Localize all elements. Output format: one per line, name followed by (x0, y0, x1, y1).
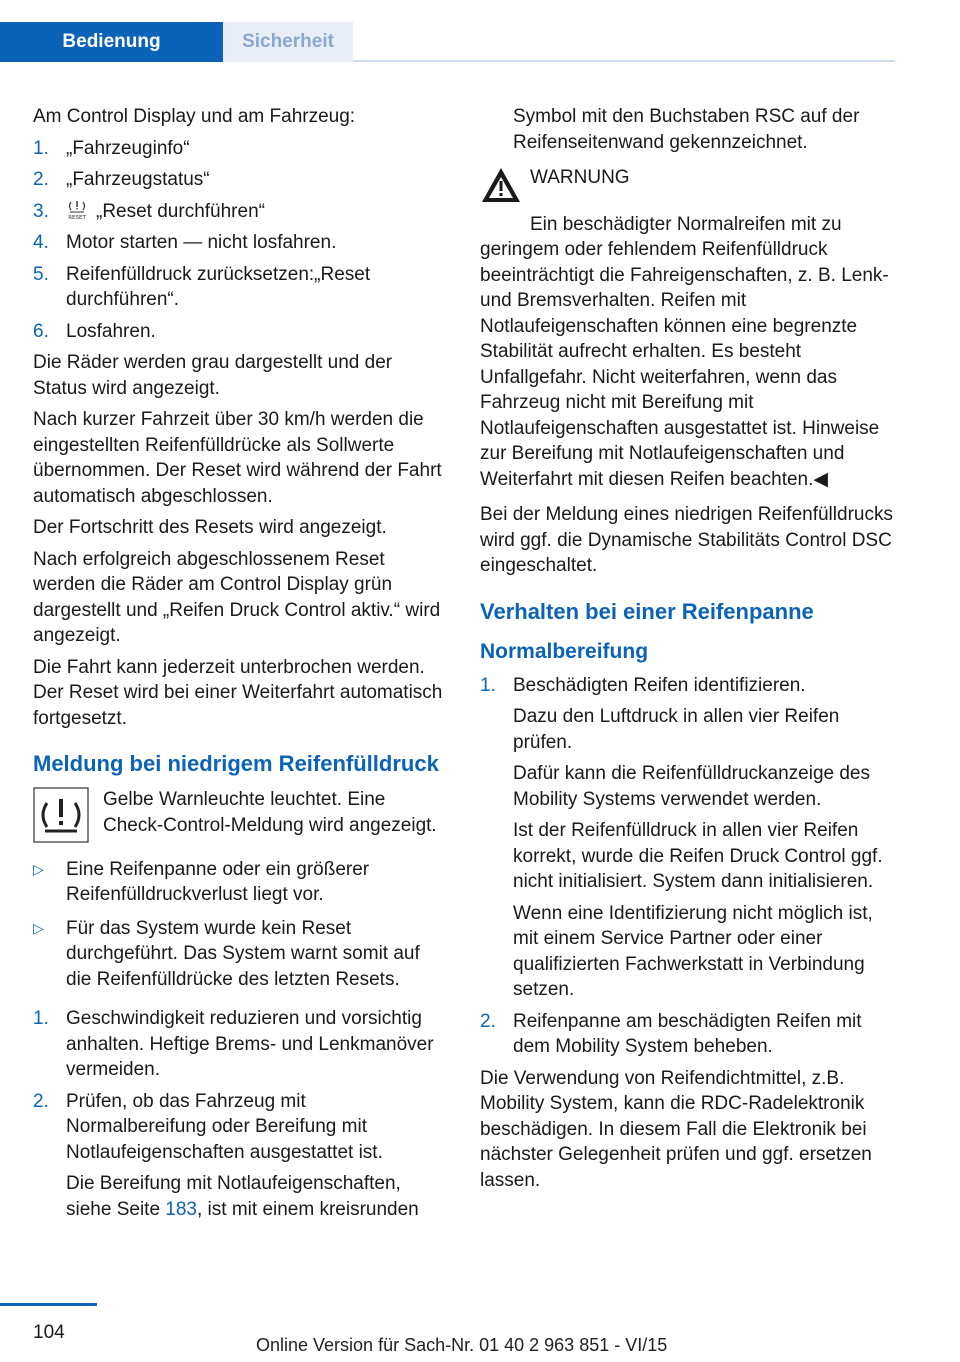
action-steps-list (33, 1006, 445, 1222)
warning-block (480, 165, 895, 492)
page-number: 104 (33, 1322, 65, 1343)
list-item: 5. Reifenfülldruck zurücksetzen:„Reset durchführen“. (33, 263, 371, 310)
chapter-tabs (0, 0, 895, 62)
paragraph: Die Verwendung von Reifendichtmittel, z.B. Mobility System, kann die RDC-Radelektronik beschädigen. In diesem Fall die Elektronik bei nächster Gelegenheit prüfen und ggf. ersetzen lassen. (480, 1067, 872, 1191)
list-item: 6. Losfahren. (33, 320, 156, 342)
warning-title: WARNUNG (530, 167, 630, 188)
tab-sicherheit[interactable]: Sicherheit (223, 22, 353, 62)
list-item: 2. „Fahrzeugstatus“ (33, 169, 210, 190)
footer-rule (0, 1303, 97, 1306)
paragraph: Der Fortschritt des Resets wird angezeigt. (33, 517, 387, 538)
reset-steps-list (33, 136, 445, 345)
paragraph: Bei der Meldung eines niedrigen Reifenfülldrucks wird ggf. die Dynamische Stabilitäts Control DSC eingeschaltet. (480, 504, 893, 576)
warning-triangle-icon (480, 165, 522, 205)
tab-bedienung[interactable]: Bedienung (0, 22, 223, 62)
list-item: 1. Geschwindigkeit reduzieren und vorsichtig anhalten. Heftige Brems- und Lenkmanöver vermeiden. (33, 1008, 434, 1080)
list-item: 3. RESET „Reset durchführen“ (33, 200, 265, 222)
list-item: 1. Beschädigten Reifen identifizieren. Dazu den Luftdruck in allen vier Reifen prüfen. Dafür kann die Reifenfülldruckanzeige des Mobility Systems verwendet werden. Ist der Reifenfülldruck in allen vier Reifen korrekt, wurde die Reifen Druck Control ggf. nicht initialisiert. System dann initialisieren. Wenn eine Identifizierung nicht möglich ist, mit einem Service Partner oder einer qualifizierten Fachwerkstatt in Verbindung setzen. (480, 674, 883, 1000)
paragraph: Nach kurzer Fahrzeit über 30 km/h werden die eingestellten Reifenfülldrücke als Sollwerte übernommen. Der Reset wird während der Fahrt automatisch abgeschlossen. (33, 409, 442, 507)
list-item: 4. Motor starten — nicht losfahren. (33, 232, 337, 253)
tire-pressure-warning-icon (33, 787, 89, 843)
continuation-text: Symbol mit den Buchstaben RSC auf der Reifenseitenwand gekennzeichnet. (513, 106, 860, 153)
tab-underline (353, 60, 895, 62)
svg-text:RESET: RESET (68, 214, 86, 221)
right-column (480, 104, 895, 1199)
intro-text: Am Control Display und am Fahrzeug: (33, 106, 356, 127)
footer-text: Online Version für Sach-Nr. 01 40 2 963 851 - VI/15 (256, 1335, 668, 1355)
paragraph: Die Räder werden grau dargestellt und der Status wird angezeigt. (33, 352, 393, 399)
section-heading: Verhalten bei einer Reifenpanne (480, 598, 814, 624)
warning-light-note: Gelbe Warnleuchte leuchtet. Eine Check-Control-Meldung wird angezeigt. (33, 787, 445, 851)
list-item: 2. Reifenpanne am beschädigten Reifen mit dem Mobility System beheben. (480, 1010, 862, 1057)
causes-list (33, 857, 445, 993)
list-item: ▷ Für das System wurde kein Reset durchgeführt. Das System warnt somit auf die Reifenfülldrücke des letzten Resets. (33, 916, 445, 993)
sub-heading: Normalbereifung (480, 639, 649, 663)
list-item: 2. Prüfen, ob das Fahrzeug mit Normalbereifung oder Bereifung mit Notlaufeigenschaften ausgestattet ist. Die Bereifung mit Notlaufeigenschaften, siehe Seite 183, ist mit einem kreisrunden (33, 1090, 419, 1220)
breakdown-steps-list (480, 673, 895, 1060)
paragraph: Nach erfolgreich abgeschlossenem Reset werden die Räder am Control Display grün dargestellt und „Reifen Druck Control aktiv.“ wird angezeigt. (33, 548, 441, 646)
section-heading: Meldung bei niedrigem Reifenfülldruck (33, 751, 439, 776)
page-link-183[interactable]: 183 (165, 1198, 197, 1220)
paragraph: Die Fahrt kann jederzeit unterbrochen werden. Der Reset wird bei einer Weiterfahrt automatisch fortgesetzt. (33, 656, 443, 729)
reset-icon (66, 199, 88, 221)
triangle-bullet-icon: ▷ (33, 919, 44, 936)
left-column (33, 104, 445, 1228)
list-item: ▷ Eine Reifenpanne oder ein größerer Reifenfülldruckverlust liegt vor. (33, 857, 445, 908)
triangle-bullet-icon: ▷ (33, 860, 44, 877)
warning-text: Ein beschädigter Normalreifen mit zu geringem oder fehlendem Reifenfülldruck beeinträchtigt die Fahreigenschaften, z. B. Lenk- und Bremsverhalten. Reifen mit Notlaufeigenschaften können eine begrenzte Stabilität aufrecht erhalten. Es besteht Unfallgefahr. Nicht weiterfahren, wenn das Fahrzeug nicht mit Bereifung mit Notlaufeigenschaften ausgestattet ist. Hinweise zur Bereifung mit Notlaufeigenschaften und Weiterfahrt mit diesen Reifen beachten.◀ (480, 213, 889, 490)
list-item: 1. „Fahrzeuginfo“ (33, 137, 190, 159)
